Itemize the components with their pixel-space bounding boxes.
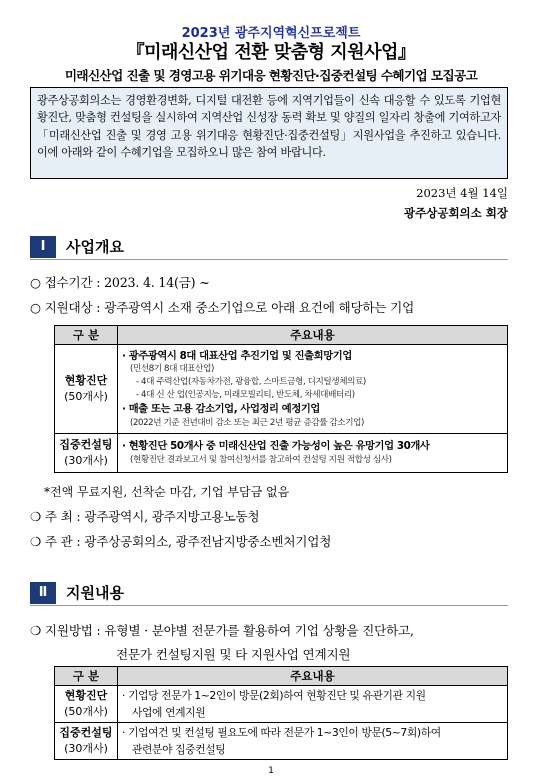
- support-method-cont: 전문가 컨설팅지원 및 타 지원사업 연계지원: [116, 647, 351, 662]
- content-line: · 기업여건 및 컨설팅 필요도에 따라 전문가 1~3인이 방문(5~7회)하여: [122, 726, 441, 739]
- category-label: 현황진단: [64, 374, 108, 387]
- table-row: [55, 723, 508, 760]
- table-header-content: 주요내용: [118, 326, 508, 345]
- project-tag: 2023년 광주지역혁신프로젝트: [181, 26, 361, 41]
- section-2-number: Ⅱ: [30, 582, 56, 604]
- host-info: ❍ 주 최 : 광주광역시, 광주지방고용노동청: [30, 509, 260, 524]
- issuer: 광주상공회의소 회장: [404, 206, 508, 220]
- page-number: 1: [268, 766, 274, 776]
- table-row: [55, 345, 508, 434]
- page-title: 『미래신산업 전환 맞춤형 지원사업』: [126, 42, 416, 63]
- support-table: [54, 666, 508, 760]
- category-label: 집중컨설팅: [59, 438, 113, 451]
- content-subline: - 4대 신 산 업(인공지능, 미래모빌리티, 반도체, 차세대배터리): [136, 390, 355, 400]
- table-row: [55, 434, 508, 473]
- section-divider: [30, 259, 508, 260]
- content-subline: (민선8기 8대 대표산업): [130, 364, 214, 374]
- category-count: (30개사): [64, 742, 108, 755]
- support-method: ❍ 지원방법 : 유형별 · 분야별 전문가를 활용하여 기업 상황을 진단하고,: [30, 623, 414, 638]
- table-row: [55, 686, 508, 723]
- content-line: · 매출 또는 고용 감소기업, 사업정리 예정기업: [122, 403, 320, 415]
- eligibility-table: [54, 325, 508, 473]
- section-divider: [30, 605, 508, 606]
- section-2-title: 지원내용: [66, 584, 124, 602]
- eligibility: ○ 지원대상 : 광주광역시 소재 중소기업으로 아래 요건에 해당하는 기업: [30, 300, 415, 315]
- category-count: (50개사): [64, 390, 108, 403]
- row-content: [118, 345, 508, 434]
- row-content: [118, 723, 508, 760]
- content-line: · 현황진단 50개사 중 미래신산업 진출 가능성이 높은 유망기업 30개사: [122, 440, 430, 453]
- support-note: *전액 무료지원, 선착순 마감, 기업 부담금 없음: [44, 485, 290, 499]
- row-category: [55, 686, 118, 723]
- organizer-info: ❍ 주 관 : 광주상공회의소, 광주전남지방중소벤처기업청: [30, 534, 332, 549]
- section-1-number: Ⅰ: [30, 236, 56, 258]
- content-line: · 기업당 전문가 1~2인이 방문(2회)하여 현황진단 및 유관기관 지원: [122, 689, 426, 702]
- row-category: [55, 345, 118, 434]
- content-subline: - 4대 주력산업(자동차가전, 광융합, 스마트금형, 디지털생체의료): [136, 377, 366, 387]
- category-label: 집중컨설팅: [59, 726, 113, 739]
- page-subtitle: 미래신산업 진출 및 경영고용 위기대응 현황진단·집중컨설팅 수혜기업 모집공고: [64, 68, 478, 83]
- content-subline: (2022년 기준 전년대비 감소 또는 최근 2년 평균 증감률 감소기업): [130, 417, 364, 428]
- table-header-category: 구 분: [55, 326, 118, 345]
- category-count: (30개사): [64, 454, 108, 467]
- row-content: [118, 686, 508, 723]
- row-category: [55, 434, 118, 473]
- section-1-title: 사업개요: [66, 238, 124, 256]
- category-count: (50개사): [64, 705, 108, 718]
- content-line: · 광주광역시 8대 대표산업 추진기업 및 진출희망기업: [122, 349, 352, 362]
- announcement-date: 2023년 4월 14일: [416, 186, 508, 200]
- table-header-category: 구 분: [55, 667, 118, 686]
- application-period: ○ 접수기간 : 2023. 4. 14(금) ~: [30, 275, 210, 290]
- content-subline: (현황진단 결과보고서 및 참여신청서를 참고하여 컨설팅 지원 적합성 심사): [130, 454, 392, 465]
- content-line: 사업에 연계지원: [132, 706, 206, 719]
- row-content: [118, 434, 508, 473]
- table-header-content: 주요내용: [118, 667, 508, 686]
- intro-box: 광주상공회의소는 경영환경변화, 디지털 대전환 등에 지역기업들이 신속 대응할 수 있도록 기업현황진단, 맞춤형 컨설팅을 실시하여 지역산업 신성장 동력 확보 및 양질의 일자리 창출에 기여하고자「미래신산업 진출 및 경영 고용 위기대응 현황진단·집중컨설팅」지원사업을 추진하고 있습니다. 이에 아래와 같이 수혜기업을 모집하오니 많은 참여 바랍니다.: [30, 87, 508, 179]
- content-line: 관련분야 집중컨설팅: [132, 743, 226, 756]
- category-label: 현황진단: [64, 689, 108, 702]
- row-category: [55, 723, 118, 760]
